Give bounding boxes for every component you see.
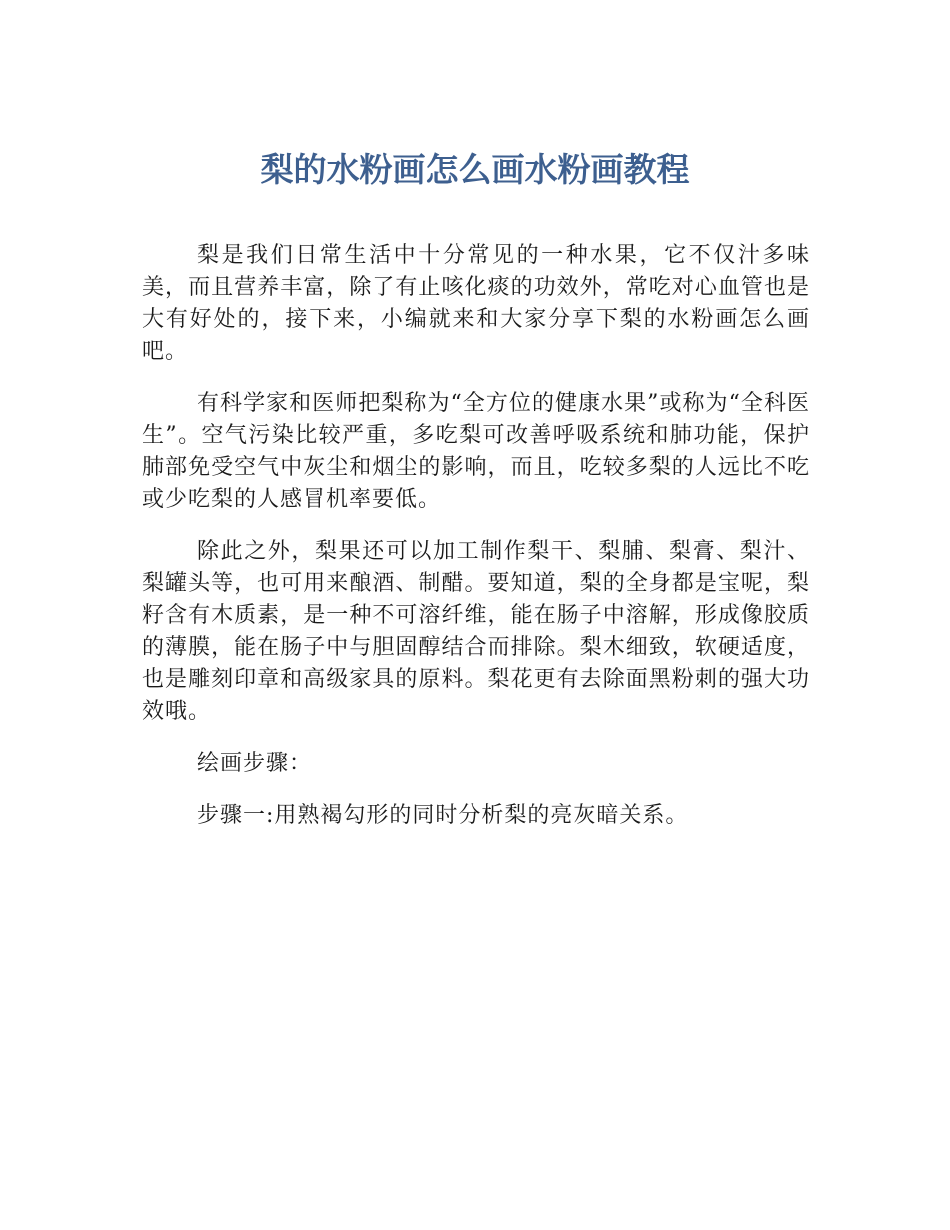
paragraph-step-one: 步骤一:用熟褐勾形的同时分析梨的亮灰暗关系。 (197, 803, 689, 828)
paragraph-health: 有科学家和医师把梨称为“全方位的健康水果”或称为“全科医生”。空气污染比较严重，多吃梨可改善呼吸系统和肺功能，保护肺部免受空气中灰尘和烟尘的影响，而且，吃较多梨的人远比不吃或少吃梨的人感冒机率要低。 (142, 391, 810, 512)
document-body (142, 240, 810, 852)
paragraph-intro: 梨是我们日常生活中十分常见的一种水果，它不仅汁多味美，而且营养丰富，除了有止咳化痰的功效外，常吃对心血管也是大有好处的，接下来，小编就来和大家分享下梨的水粉画怎么画吧。 (142, 243, 810, 364)
paragraph-steps-heading: 绘画步骤： (197, 751, 313, 776)
paragraph-uses: 除此之外，梨果还可以加工制作梨干、梨脯、梨膏、梨汁、梨罐头等，也可用来酿酒、制醋。要知道，梨的全身都是宝呢，梨籽含有木质素，是一种不可溶纤维，能在肠子中溶解，形成像胶质的薄膜，能在肠子中与胆固醇结合而排除。梨木细致，软硬适度，也是雕刻印章和高级家具的原料。梨花更有去除面黑粉刺的强大功效哦。 (142, 539, 810, 724)
document-title: 梨的水粉画怎么画水粉画教程 (260, 150, 690, 189)
